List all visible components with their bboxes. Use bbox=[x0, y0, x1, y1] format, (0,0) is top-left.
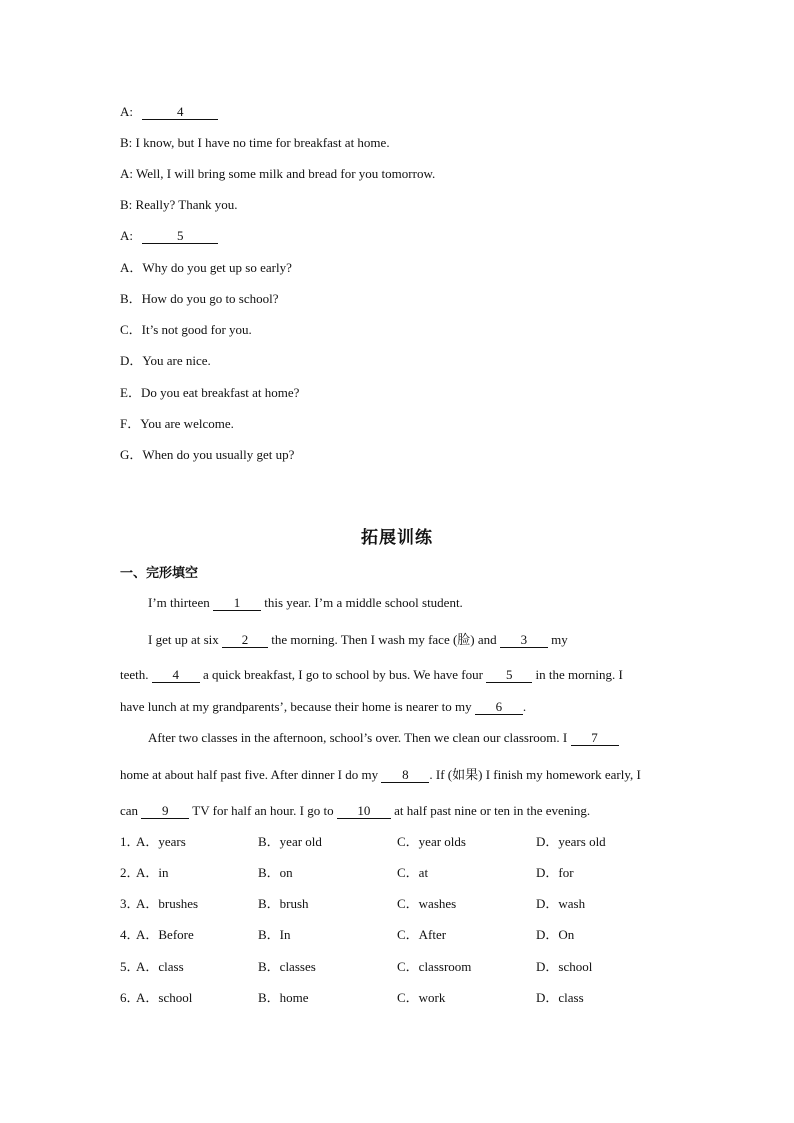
cloze-blank-9: 9 bbox=[141, 804, 189, 819]
dialogue-line-2 bbox=[120, 135, 390, 151]
option-c: C．at bbox=[397, 865, 429, 880]
question-number: 3． bbox=[120, 896, 140, 911]
question-number: 1． bbox=[120, 834, 140, 849]
passage-text: I get up at six bbox=[148, 632, 223, 647]
dialogue-text: Really? Thank you. bbox=[135, 197, 238, 212]
option-a: A．school bbox=[136, 990, 193, 1005]
option-b: B．on bbox=[258, 865, 293, 880]
cloze-blank-1: 1 bbox=[213, 596, 261, 611]
cloze-blank-5: 5 bbox=[486, 668, 532, 683]
dialogue-line-5 bbox=[120, 228, 218, 244]
option-b: B．brush bbox=[258, 896, 309, 911]
dialogue-line-1 bbox=[120, 104, 218, 120]
option-a: A．class bbox=[136, 959, 184, 974]
choice-f: F．You are welcome. bbox=[120, 416, 234, 431]
answer-blank-5: 5 bbox=[142, 229, 218, 244]
option-a: A．brushes bbox=[136, 896, 199, 911]
option-c: C．After bbox=[397, 927, 447, 942]
section-title: 拓展训练 bbox=[361, 528, 433, 548]
option-c: C．year olds bbox=[397, 834, 466, 849]
passage-text: . If (如果) I finish my homework early, I bbox=[429, 767, 641, 782]
dialogue-line-3 bbox=[120, 166, 435, 182]
choice-g: G．When do you usually get up? bbox=[120, 447, 295, 462]
option-d: D．years old bbox=[536, 834, 606, 849]
passage-text: have lunch at my grandparents’, because their home is nearer to my bbox=[120, 699, 475, 714]
passage-text: my bbox=[547, 632, 568, 647]
passage-line-4 bbox=[120, 699, 526, 715]
question-number: 6． bbox=[120, 990, 140, 1005]
cloze-blank-3: 3 bbox=[500, 633, 548, 648]
option-d: D．class bbox=[536, 990, 584, 1005]
passage-text: this year. I’m a middle school student. bbox=[260, 595, 463, 610]
passage-line-7 bbox=[120, 803, 590, 819]
question-number: 5． bbox=[120, 959, 140, 974]
passage-line-6 bbox=[120, 767, 641, 783]
passage-text: After two classes in the afternoon, school’s over. Then we clean our classroom. I bbox=[148, 730, 571, 745]
passage-text: . bbox=[522, 699, 527, 714]
option-c: C．work bbox=[397, 990, 446, 1005]
choice-e: E．Do you eat breakfast at home? bbox=[120, 385, 300, 400]
speaker-label: A: bbox=[120, 166, 133, 181]
question-number: 2． bbox=[120, 865, 140, 880]
speaker-label: A: bbox=[120, 104, 133, 119]
answer-blank-4: 4 bbox=[142, 105, 218, 120]
option-d: D．wash bbox=[536, 896, 586, 911]
option-b: B．In bbox=[258, 927, 291, 942]
cloze-blank-4: 4 bbox=[152, 668, 200, 683]
passage-text: at half past nine or ten in the evening. bbox=[390, 803, 591, 818]
option-b: B．home bbox=[258, 990, 309, 1005]
subsection-title: 一、完形填空 bbox=[120, 566, 199, 581]
passage-text: in the morning. I bbox=[532, 667, 623, 682]
cloze-blank-6: 6 bbox=[475, 700, 523, 715]
passage-line-5 bbox=[148, 730, 619, 746]
choice-c: C．It’s not good for you. bbox=[120, 322, 252, 337]
passage-text: TV for half an hour. I go to bbox=[189, 803, 337, 818]
speaker-label: A: bbox=[120, 228, 133, 243]
option-c: C．washes bbox=[397, 896, 457, 911]
speaker-label: B: bbox=[120, 135, 133, 150]
choice-d: D．You are nice. bbox=[120, 353, 211, 368]
passage-text: can bbox=[120, 803, 142, 818]
choice-b: B．How do you go to school? bbox=[120, 291, 279, 306]
passage-text: teeth. bbox=[120, 667, 152, 682]
passage-text: I’m thirteen bbox=[148, 595, 213, 610]
option-d: D．On bbox=[536, 927, 575, 942]
option-b: B．year old bbox=[258, 834, 322, 849]
option-c: C．classroom bbox=[397, 959, 472, 974]
passage-text: a quick breakfast, I go to school by bus. We have four bbox=[199, 667, 487, 682]
question-number: 4． bbox=[120, 927, 140, 942]
cloze-blank-8: 8 bbox=[381, 768, 429, 783]
cloze-blank-2: 2 bbox=[222, 633, 268, 648]
dialogue-line-4 bbox=[120, 197, 237, 213]
speaker-label: B: bbox=[120, 197, 133, 212]
passage-line-2 bbox=[148, 632, 568, 648]
dialogue-text: Well, I will bring some milk and bread for you tomorrow. bbox=[136, 166, 436, 181]
option-a: A．Before bbox=[136, 927, 194, 942]
dialogue-text: I know, but I have no time for breakfast at home. bbox=[135, 135, 390, 150]
option-a: A．in bbox=[136, 865, 169, 880]
option-d: D．for bbox=[536, 865, 574, 880]
option-b: B．classes bbox=[258, 959, 316, 974]
passage-text: the morning. Then I wash my face (脸) and bbox=[268, 632, 500, 647]
passage-text: home at about half past five. After dinner I do my bbox=[120, 767, 382, 782]
option-a: A．years bbox=[136, 834, 186, 849]
cloze-blank-10: 10 bbox=[337, 804, 391, 819]
cloze-blank-7: 7 bbox=[571, 731, 619, 746]
passage-line-3 bbox=[120, 667, 623, 683]
passage-line-1 bbox=[148, 595, 463, 611]
option-d: D．school bbox=[536, 959, 593, 974]
choice-a: A．Why do you get up so early? bbox=[120, 260, 292, 275]
